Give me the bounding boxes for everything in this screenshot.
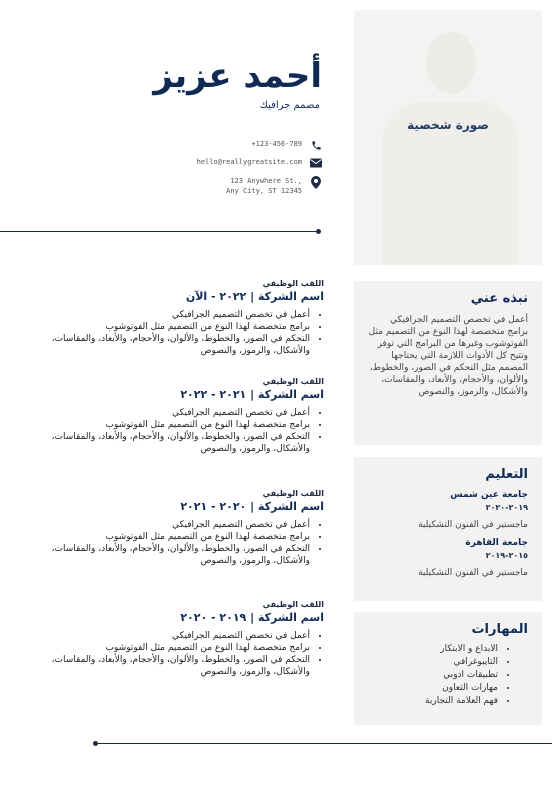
skills-panel	[354, 612, 542, 725]
experience-bullet: • برامج متخصصة لهذا النوع من التصميم مثل الفوتوشوب	[24, 531, 310, 543]
experience-bullet: • أعمل في تخصص التصميم الجرافيكي	[24, 407, 310, 419]
profile-text: أعمل في تخصص التصميم الجرافيكي برامج متخصصة لهذا النوع من التصميم مثل الفوتوشوب وغيرها من البرامج التي توفر وتتيح كل الأدوات اللازمة التي يحتاجها المصمم مثل التحكم في الصور، والخطوط، والألوان، والأحجام، والأبعاد، والمقاسات، والأشكال، والرموز، والنصوص	[368, 315, 528, 397]
education-item	[368, 490, 528, 530]
education-heading: التعليم	[485, 467, 528, 482]
skill-item: • مهارات التعاون	[368, 682, 498, 695]
education-degree: ماجستير في الفنون التشكيلية	[418, 568, 528, 578]
experience-bullet: • التحكم في الصور، والخطوط، والألوان، والأحجام، والأبعاد، والمقاسات، والأشكال، والرموز، والنصوص	[24, 431, 310, 455]
photo-label: صورة شخصية	[407, 118, 489, 132]
experience-bullets	[24, 519, 324, 567]
experience-bullet: • برامج متخصصة لهذا النوع من التصميم مثل الفوتوشوب	[24, 642, 310, 654]
top-divider	[0, 231, 318, 232]
education-university: جامعة القاهرة	[465, 538, 528, 548]
experience-bullet: • التحكم في الصور، والخطوط، والألوان، والأحجام، والأبعاد، والمقاسات، والأشكال، والرموز، والنصوص	[24, 333, 310, 357]
experience-role: اللقب الوظيفي	[262, 279, 324, 288]
bottom-divider	[96, 743, 552, 744]
contact-address-row	[226, 176, 322, 196]
location-pin-icon	[310, 176, 322, 188]
experience-bullet: • أعمل في تخصص التصميم الجرافيكي	[24, 309, 310, 321]
education-years: ٢٠١٥-٢٠١٩	[485, 551, 528, 560]
address-line-2: Any City, ST 12345	[226, 187, 302, 195]
photo-head-silhouette	[426, 32, 476, 94]
experience-bullet: • برامج متخصصة لهذا النوع من التصميم مثل الفوتوشوب	[24, 419, 310, 431]
skill-item: • الابداع و الابتكار	[368, 643, 498, 656]
experience-bullets	[24, 407, 324, 455]
education-item	[368, 538, 528, 578]
experience-role: اللقب الوظيفي	[262, 489, 324, 498]
mail-icon	[310, 157, 322, 169]
education-degree: ماجستير في الفنون التشكيلية	[418, 520, 528, 530]
education-university: جامعة عين شمس	[450, 490, 528, 500]
skill-item: • فهم العلامة التجارية	[368, 695, 498, 708]
experience-company: اسم الشركة | ٢٠٢٢ - الآن	[185, 290, 324, 303]
experience-bullet: • أعمل في تخصص التصميم الجرافيكي	[24, 519, 310, 531]
experience-bullet: • برامج متخصصة لهذا النوع من التصميم مثل الفوتوشوب	[24, 321, 310, 333]
experience-company: اسم الشركة | ٢٠٢٠ - ٢٠٢١	[180, 500, 324, 513]
experience-entry	[24, 489, 324, 567]
experience-bullets	[24, 630, 324, 678]
skills-heading: المهارات	[471, 622, 528, 637]
experience-company: اسم الشركة | ٢٠١٩ - ٢٠٢٠	[180, 611, 324, 624]
contact-address	[226, 176, 302, 196]
skill-item: • تطبيقات ادوبي	[368, 669, 498, 682]
person-job-title: مصمم جرافيك	[259, 100, 320, 111]
skills-list	[368, 643, 528, 708]
experience-entry	[24, 279, 324, 357]
education-years: ٢٠١٩-٢٠٢٠	[485, 503, 528, 512]
experience-bullet: • التحكم في الصور، والخطوط، والألوان، والأحجام، والأبعاد، والمقاسات، والأشكال، والرموز، والنصوص	[24, 543, 310, 567]
education-panel	[354, 457, 542, 601]
experience-company: اسم الشركة | ٢٠٢١ - ٢٠٢٢	[180, 388, 324, 401]
contact-phone-row	[251, 139, 322, 151]
experience-role: اللقب الوظيفي	[262, 600, 324, 609]
contact-email: hello@reallygreatsite.com	[196, 158, 302, 166]
experience-bullet: • التحكم في الصور، والخطوط، والألوان، والأحجام، والأبعاد، والمقاسات، والأشكال، والرموز، والنصوص	[24, 654, 310, 678]
profile-photo	[354, 10, 542, 265]
experience-bullet: • أعمل في تخصص التصميم الجرافيكي	[24, 630, 310, 642]
experience-entry	[24, 377, 324, 455]
experience-entry	[24, 600, 324, 678]
contact-phone: +123-456-789	[251, 140, 302, 148]
phone-icon	[310, 139, 322, 151]
contact-email-row	[197, 157, 322, 169]
skill-item: • التايبوغرافي	[368, 656, 498, 669]
experience-role: اللقب الوظيفي	[262, 377, 324, 386]
profile-heading: نبذه عني	[470, 291, 528, 306]
person-name: أحمد عزيز	[153, 56, 322, 96]
address-line-1: 123 Anywhere St.,	[230, 177, 302, 185]
profile-panel	[354, 281, 542, 445]
experience-bullets	[24, 309, 324, 357]
top-divider-dot	[316, 229, 321, 234]
